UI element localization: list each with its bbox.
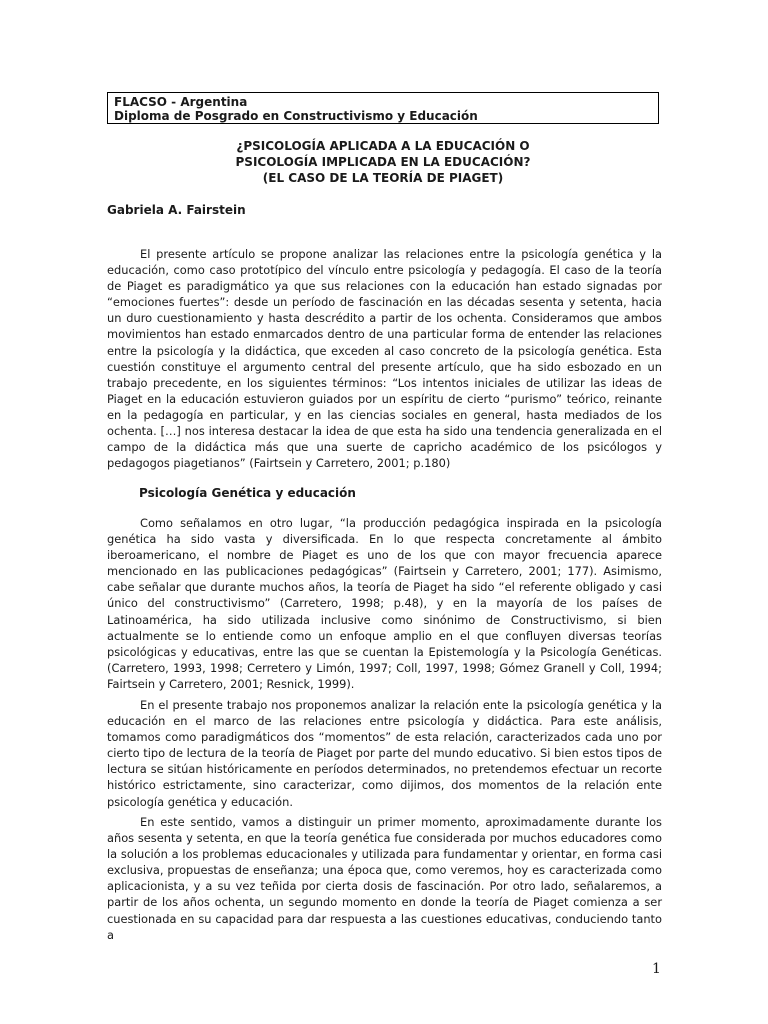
paragraph: En este sentido, vamos a distinguir un primer momento, aproximadamente durante los años sesenta y setenta, en que la teoría genética fue considerada por muchos educadores como la solución a los problemas educacionales y utilizada para fundamentar y orientar, en forma casi exclusiva, propuestas de enseñanza; una época que, como veremos, hoy es caracterizada como aplicacionista, y a su vez teñida por cierta dosis de fascinación. Por otro lado, señalaremos, a partir de los años ochenta, un segundo momento en donde la teoría de Piaget comienza a ser cuestionada en su capacidad para dar respuesta a las cuestiones educativas, conduciendo tanto a [107, 815, 662, 942]
title-line-1: ¿PSICOLOGÍA APLICADA A LA EDUCACIÓN O [236, 139, 530, 153]
paragraph: En el presente trabajo nos proponemos analizar la relación ente la psicología genética y la educación en el marco de las relaciones entre psicología y didáctica. Para este análisis, tomamos como paradigmáticos dos “momentos” de esta relación, caracterizados cada uno por cierto tipo de lectura de la teoría de Piaget por parte del mundo educativo. Si bien estos tipos de lectura se sitúan históricamente en períodos determinados, no pretendemos efectuar un recorte histórico estrictamente, sino caracterizar, como dijimos, dos momentos de la relación ente psicología genética y educación. [107, 698, 662, 809]
title-line-2: PSICOLOGÍA IMPLICADA EN LA EDUCACIÓN? [235, 155, 531, 169]
title-line-3: (EL CASO DE LA TEORÍA DE PIAGET) [262, 171, 504, 185]
author-name: Gabriela A. Fairstein [107, 203, 246, 217]
paragraph-abstract: El presente artículo se propone analizar las relaciones entre la psicología genética y la educación, como caso prototípico del vínculo entre psicología y pedagogía. El caso de la teoría de Piaget es paradigmático ya que sus relaciones con la educación han estado signadas por “emociones fuertes”: desde un período de fascinación en las décadas sesenta y setenta, hacia un duro cuestionamiento y hasta descrédito a partir de los ochenta. Consideramos que ambos movimientos han estado enmarcados dentro de una particular forma de entender las relaciones entre la psicología y la didáctica, que exceden al caso concreto de la psicología genética. Esta cuestión constituye el argumento central del presente artículo, que ha sido esbozado en un trabajo precedente, en los siguientes términos: “Los intentos iniciales de utilizar las ideas de Piaget en la educación estuvieron guiados por un espíritu de cierto “purismo” teórico, reinante en la pedagogía en particular, y en las ciencias sociales en general, hasta mediados de los ochenta. […] nos interesa destacar la idea de que esta ha sido una tendencia generalizada en el campo de la didáctica más que una suerte de capricho académico de los psicólogos y pedagogos piagetianos” (Fairtsein y Carretero, 2001; p.180) [107, 247, 662, 471]
program-name: Diploma de Posgrado en Constructivismo y Educación [114, 109, 478, 123]
paragraph: Como señalamos en otro lugar, “la producción pedagógica inspirada en la psicología genética ha sido vasta y diversificada. En lo que respecta concretamente al ámbito iberoamericano, el nombre de Piaget es uno de los que con mayor frecuencia aparece mencionado en las publicaciones pedagógicas” (Fairtsein y Carretero, 2001; 177). Asimismo, cabe señalar que durante muchos años, la teoría de Piaget ha sido “el referente obligado y casi único del constructivismo” (Carretero, 1998; p.48), y en la mayoría de los países de Latinoamérica, ha sido utilizada inclusive como sinónimo de Constructivismo, si bien actualmente se lo entiende como un enfoque amplio en el que confluyen diversas teorías psicológicas y educativas, entre las que se cuentan la Epistemología y la Psicología Genéticas. (Carretero, 1993, 1998; Cerretero y Limón, 1997; Coll, 1997, 1998; Gómez Granell y Coll, 1994; Fairtsein y Carretero, 2001; Resnick, 1999). [107, 516, 662, 691]
institution-name: FLACSO - Argentina [114, 95, 248, 109]
header-box [107, 92, 659, 124]
section-heading: Psicología Genética y educación [139, 486, 356, 500]
page-number: 1 [652, 961, 661, 977]
document-title [107, 138, 659, 186]
